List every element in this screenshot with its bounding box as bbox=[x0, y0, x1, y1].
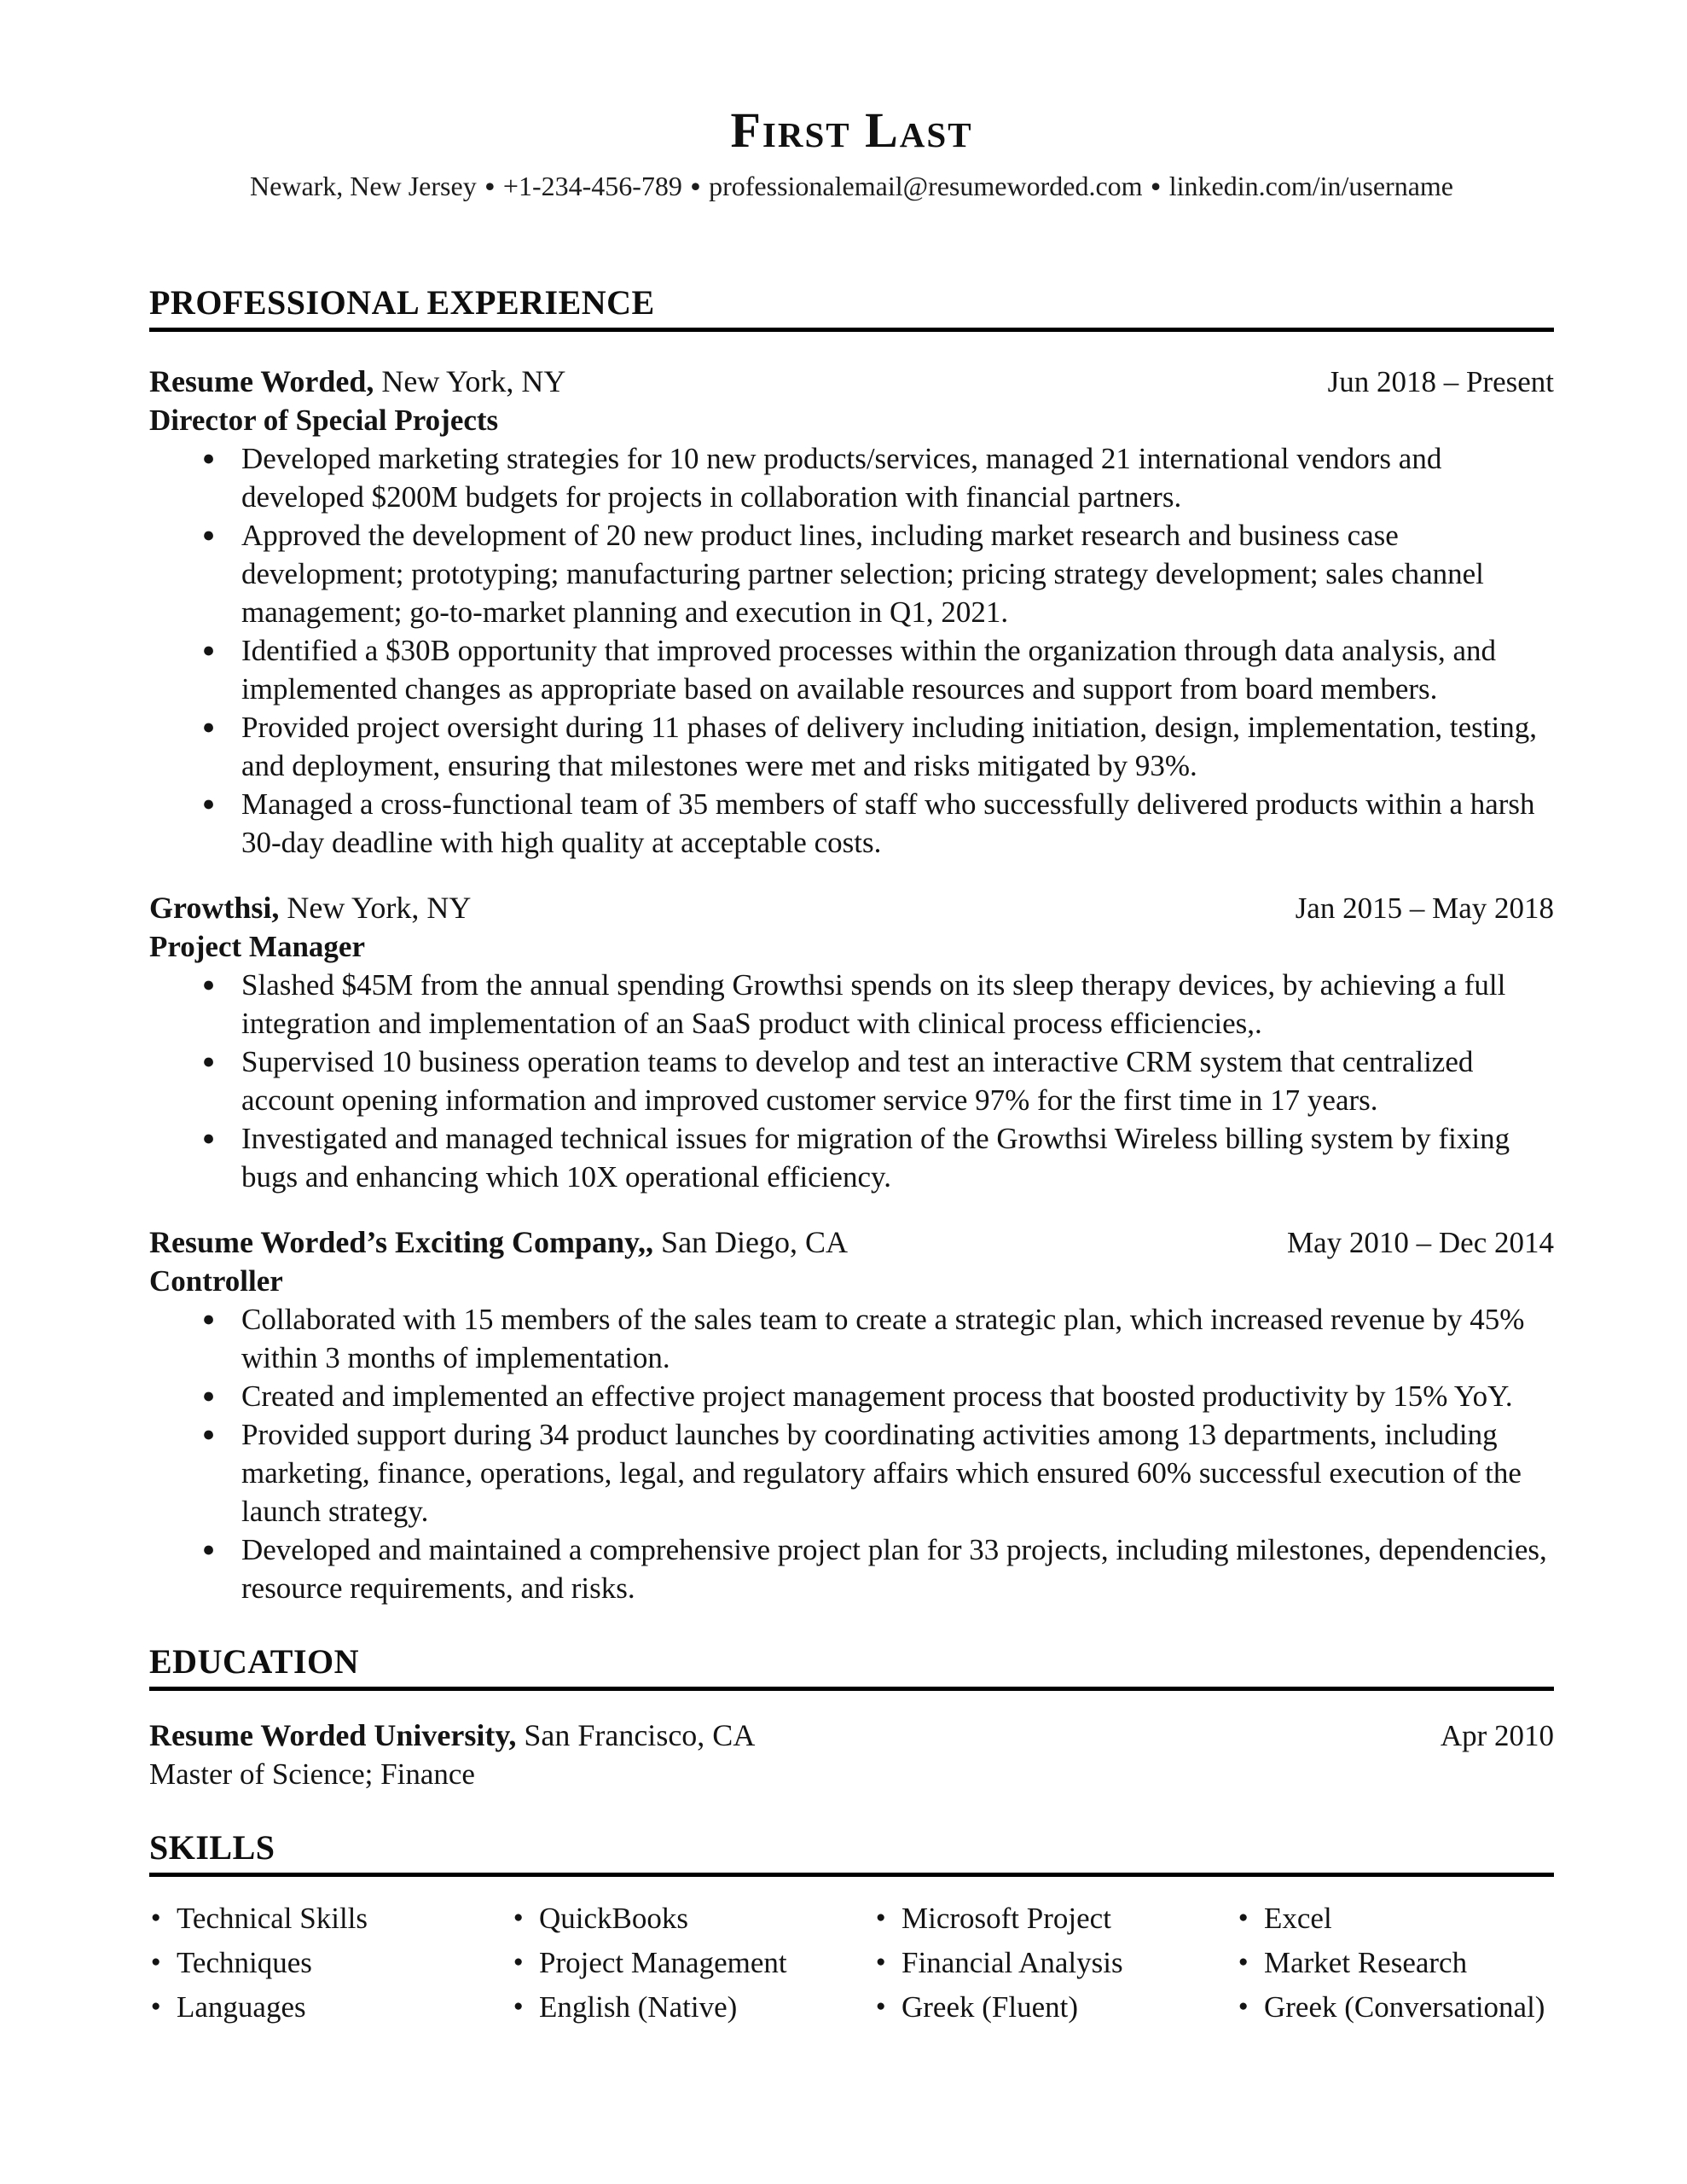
company-location: New York, NY bbox=[374, 364, 566, 398]
bullet-icon: ● bbox=[876, 1953, 886, 1971]
section-education bbox=[149, 1643, 1554, 1793]
job-role: Director of Special Projects bbox=[149, 404, 499, 437]
skill-item bbox=[1237, 1943, 1554, 1982]
skill-label: Greek (Fluent) bbox=[901, 1990, 1079, 2024]
bullet-icon: ● bbox=[1238, 1997, 1249, 2015]
skill-label: Excel bbox=[1264, 1902, 1332, 1935]
bullet-icon: ● bbox=[876, 1908, 886, 1926]
bullet-icon: ● bbox=[151, 1908, 161, 1926]
bullet-text: Developed and maintained a comprehensive project plan for 33 projects, including milestones, dependencies, resource requirements, and risks. bbox=[241, 1533, 1547, 1605]
section-title-skills: SKILLS bbox=[149, 1828, 275, 1867]
company-name: Resume Worded’s Exciting Company,, bbox=[149, 1225, 654, 1259]
skill-item bbox=[1237, 1988, 1554, 2026]
skill-item bbox=[874, 1988, 1237, 2026]
bullet-icon: ● bbox=[202, 447, 216, 470]
job-company-line bbox=[149, 1223, 848, 1262]
skill-label: Languages bbox=[177, 1990, 306, 2024]
bullet-icon: ● bbox=[202, 1308, 216, 1331]
bullet-text: Approved the development of 20 new product lines, including market research and business case development; prototyping; manufacturing partner selection; pricing strategy development; sales channel management; go-to-market planning and execution in Q1, 2021. bbox=[241, 519, 1484, 629]
bullet-text: Created and implemented an effective project management process that boosted productivity by 15% YoY. bbox=[241, 1380, 1513, 1413]
bullet-text: Provided support during 34 product launches by coordinating activities among 13 departments, including marketing, finance, operations, legal, and regulatory affairs which ensured 60% successful execution of the launch strategy. bbox=[241, 1418, 1522, 1528]
bullet-text: Provided project oversight during 11 phases of delivery including initiation, design, implementation, testing, and deployment, ensuring that milestones were met and risks mitigated by 93%. bbox=[241, 711, 1537, 782]
skill-item bbox=[149, 1899, 512, 1937]
separator-dot: • bbox=[484, 171, 495, 201]
company-name: Growthsi, bbox=[149, 891, 280, 925]
bullet-text: Investigated and managed technical issues for migration of the Growthsi Wireless billing system by fixing bugs and enhancing which 10X operational efficiency. bbox=[241, 1122, 1510, 1194]
bullet-icon: ● bbox=[513, 1997, 524, 2015]
education-dates: Apr 2010 bbox=[1440, 1719, 1554, 1752]
bullet-icon: ● bbox=[202, 716, 216, 739]
skill-item bbox=[512, 1899, 874, 1937]
skill-label: English (Native) bbox=[539, 1990, 738, 2024]
bullet-icon: ● bbox=[202, 1385, 216, 1408]
skill-item bbox=[1237, 1899, 1554, 1937]
experience-bullet bbox=[149, 631, 1554, 708]
experience-bullet bbox=[149, 439, 1554, 516]
experience-bullet bbox=[149, 966, 1554, 1043]
education-entry bbox=[149, 1716, 1554, 1793]
skills-grid bbox=[149, 1899, 1554, 2026]
experience-bullet bbox=[149, 1119, 1554, 1196]
experience-bullet bbox=[149, 516, 1554, 631]
experience-bullet bbox=[149, 1415, 1554, 1531]
bullet-icon: ● bbox=[202, 793, 216, 816]
bullet-icon: ● bbox=[202, 524, 216, 547]
bullet-text: Collaborated with 15 members of the sales team to create a strategic plan, which increased revenue by 45% within 3 months of implementation. bbox=[241, 1303, 1525, 1374]
company-location: San Diego, CA bbox=[653, 1225, 849, 1259]
bullet-icon: ● bbox=[513, 1908, 524, 1926]
section-title-education: EDUCATION bbox=[149, 1642, 360, 1681]
section-rule bbox=[149, 1873, 1554, 1877]
skill-item bbox=[149, 1988, 512, 2026]
section-skills bbox=[149, 1829, 1554, 2026]
skill-label: Techniques bbox=[177, 1946, 312, 1979]
job-role: Controller bbox=[149, 1264, 283, 1298]
bullet-icon: ● bbox=[1238, 1908, 1249, 1926]
company-name: Resume Worded, bbox=[149, 364, 374, 398]
contact-line bbox=[149, 169, 1554, 203]
skill-item bbox=[874, 1943, 1237, 1982]
skill-label: Technical Skills bbox=[177, 1902, 368, 1935]
job-dates: May 2010 – Dec 2014 bbox=[1286, 1226, 1554, 1259]
experience-bullet bbox=[149, 708, 1554, 785]
bullet-icon: ● bbox=[202, 1127, 216, 1150]
contact-phone: +1-234-456-789 bbox=[502, 171, 682, 201]
skill-item bbox=[874, 1899, 1237, 1937]
education-school-line bbox=[149, 1716, 755, 1755]
education-degree: Master of Science; Finance bbox=[149, 1757, 475, 1791]
job-header bbox=[149, 1223, 1554, 1262]
education-header bbox=[149, 1716, 1554, 1755]
bullet-icon: ● bbox=[151, 1997, 161, 2015]
bullet-text: Developed marketing strategies for 10 new products/services, managed 21 international vendors and developed $200M budgets for projects in collaboration with financial partners. bbox=[241, 442, 1442, 514]
bullet-text: Slashed $45M from the annual spending Growthsi spends on its sleep therapy devices, by achieving a full integration and implementation of an SaaS product with clinical process efficiencies,. bbox=[241, 968, 1506, 1040]
experience-bullet bbox=[149, 1043, 1554, 1119]
bullet-icon: ● bbox=[513, 1953, 524, 1971]
bullet-icon: ● bbox=[202, 1050, 216, 1073]
separator-dot: • bbox=[690, 171, 701, 201]
job-bullets bbox=[149, 439, 1554, 862]
bullet-text: Identified a $30B opportunity that improved processes within the organization through data analysis, and implemented changes as appropriate based on available resources and support from board members. bbox=[241, 634, 1496, 706]
skill-item bbox=[149, 1943, 512, 1982]
job-bullets bbox=[149, 966, 1554, 1196]
contact-email: professionalemail@resumeworded.com bbox=[709, 171, 1143, 201]
job-role: Project Manager bbox=[149, 930, 365, 963]
bullet-icon: ● bbox=[202, 639, 216, 662]
bullet-text: Managed a cross-functional team of 35 members of staff who successfully delivered products within a harsh 30-day deadline with high quality at acceptable costs. bbox=[241, 787, 1535, 859]
skill-item bbox=[512, 1988, 874, 2026]
job-entry bbox=[149, 889, 1554, 1196]
job-header bbox=[149, 889, 1554, 927]
job-entry bbox=[149, 363, 1554, 862]
bullet-icon: ● bbox=[876, 1997, 886, 2015]
experience-bullet bbox=[149, 1377, 1554, 1415]
section-experience bbox=[149, 284, 1554, 1607]
skill-label: Microsoft Project bbox=[901, 1902, 1111, 1935]
person-name: First Last bbox=[730, 102, 973, 158]
section-rule bbox=[149, 1687, 1554, 1691]
job-header bbox=[149, 363, 1554, 401]
experience-bullet bbox=[149, 1531, 1554, 1607]
section-rule bbox=[149, 328, 1554, 332]
bullet-icon: ● bbox=[202, 1423, 216, 1446]
skill-label: Financial Analysis bbox=[901, 1946, 1123, 1979]
job-dates: Jan 2015 – May 2018 bbox=[1295, 892, 1554, 925]
experience-bullet bbox=[149, 785, 1554, 862]
company-location: New York, NY bbox=[279, 891, 472, 925]
job-dates: Jun 2018 – Present bbox=[1327, 365, 1554, 398]
school-name: Resume Worded University, bbox=[149, 1718, 517, 1752]
skill-label: Market Research bbox=[1264, 1946, 1468, 1979]
bullet-text: Supervised 10 business operation teams to develop and test an interactive CRM system that centralized account opening information and improved customer service 97% for the first time in 17 years. bbox=[241, 1045, 1474, 1117]
bullet-icon: ● bbox=[202, 973, 216, 996]
job-entry bbox=[149, 1223, 1554, 1607]
experience-bullet bbox=[149, 1300, 1554, 1377]
section-title-experience: PROFESSIONAL EXPERIENCE bbox=[149, 283, 655, 322]
job-company-line bbox=[149, 363, 565, 401]
bullet-icon: ● bbox=[151, 1953, 161, 1971]
skill-label: QuickBooks bbox=[539, 1902, 688, 1935]
skill-label: Project Management bbox=[539, 1946, 787, 1979]
skill-item bbox=[512, 1943, 874, 1982]
bullet-icon: ● bbox=[202, 1538, 216, 1561]
jobs bbox=[149, 363, 1554, 1607]
job-bullets bbox=[149, 1300, 1554, 1607]
bullet-icon: ● bbox=[1238, 1953, 1249, 1971]
skill-label: Greek (Conversational) bbox=[1264, 1990, 1545, 2024]
separator-dot: • bbox=[1151, 171, 1161, 201]
contact-location: Newark, New Jersey bbox=[250, 171, 477, 201]
school-location: San Francisco, CA bbox=[516, 1718, 756, 1752]
contact-linkedin: linkedin.com/in/username bbox=[1168, 171, 1453, 201]
job-company-line bbox=[149, 889, 471, 927]
